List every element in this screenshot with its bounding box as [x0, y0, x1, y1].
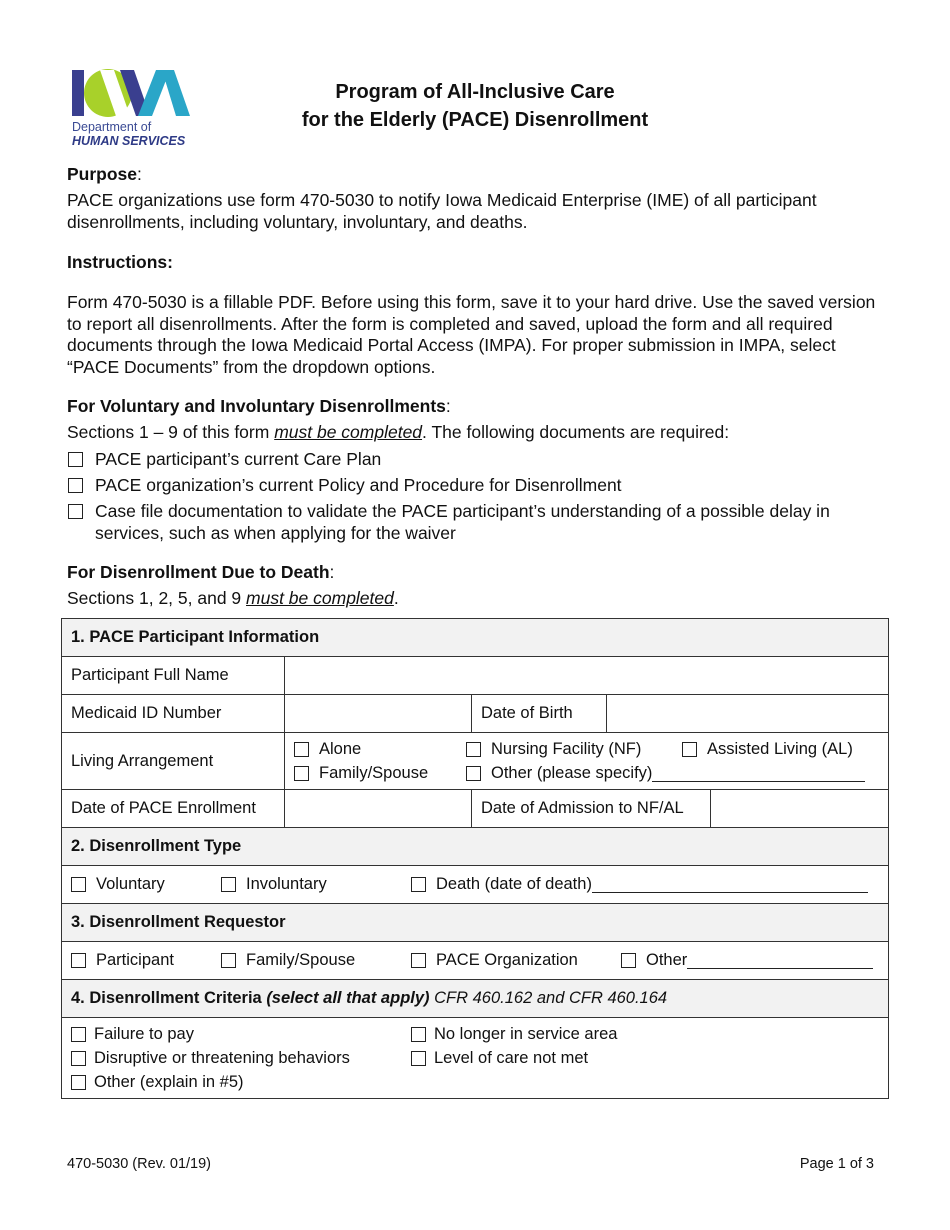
enrollment-date-label: Date of PACE Enrollment [62, 790, 285, 828]
option-other[interactable]: Other (please specify) [466, 764, 865, 783]
option-voluntary[interactable]: Voluntary [71, 875, 221, 894]
living-arrangement-label: Living Arrangement [62, 733, 285, 790]
option-participant[interactable]: Participant [71, 951, 221, 970]
page-number: Page 1 of 3 [799, 1156, 874, 1172]
checkbox[interactable] [71, 1075, 86, 1090]
death-intro: Sections 1, 2, 5, and 9 must be completed. [67, 588, 399, 608]
logo-department-text: Department of [72, 120, 152, 134]
checkbox[interactable] [71, 1027, 86, 1042]
checkbox[interactable] [71, 877, 86, 892]
checkbox[interactable] [71, 1051, 86, 1066]
instructions-heading: Instructions: [67, 252, 173, 272]
checkbox[interactable] [68, 452, 83, 467]
checkbox[interactable] [294, 742, 309, 757]
checkbox[interactable] [68, 504, 83, 519]
enrollment-date-field[interactable] [285, 790, 472, 828]
option-family-spouse-requestor[interactable]: Family/Spouse [221, 951, 411, 970]
medicaid-id-label: Medicaid ID Number [62, 695, 285, 733]
instructions-text: Form 470-5030 is a fillable PDF. Before using this form, save it to your hard drive. Use the saved version to report all disenrollments. After the form is completed and saved, upload the form and all required documents through the Iowa Medicaid Portal Access (IMPA). For proper submission in IMPA, select “PACE Documents” from the dropdown options. [67, 292, 876, 377]
dob-label: Date of Birth [472, 695, 607, 733]
admission-date-label: Date of Admission to NF/AL [472, 790, 711, 828]
form-id: 470-5030 (Rev. 01/19) [67, 1156, 212, 1172]
iowa-dhs-logo [70, 68, 194, 150]
admission-date-field[interactable] [711, 790, 889, 828]
voluntary-heading: For Voluntary and Involuntary Disenrollments: [67, 396, 451, 416]
checkbox[interactable] [682, 742, 697, 757]
section-3-header: 3. Disenrollment Requestor [62, 904, 889, 942]
required-doc-policy[interactable]: PACE organization’s current Policy and Procedure for Disenrollment [68, 475, 888, 497]
checkbox[interactable] [411, 877, 426, 892]
voluntary-intro: Sections 1 – 9 of this form must be completed. The following documents are required: [67, 422, 730, 442]
requestor-options [62, 942, 889, 980]
option-family-spouse[interactable]: Family/Spouse [294, 764, 466, 783]
dob-field[interactable] [607, 695, 889, 733]
checkbox[interactable] [68, 478, 83, 493]
checkbox[interactable] [294, 766, 309, 781]
checkbox[interactable] [71, 953, 86, 968]
checkbox[interactable] [411, 1027, 426, 1042]
option-pace-organization[interactable]: PACE Organization [411, 951, 621, 970]
purpose-text: PACE organizations use form 470-5030 to notify Iowa Medicaid Enterprise (IME) of all participant disenrollments, including voluntary, involuntary, and deaths. [67, 190, 817, 232]
full-name-label: Participant Full Name [62, 657, 285, 695]
disenrollment-form-table [61, 618, 889, 1099]
living-arrangement-options [285, 733, 889, 790]
option-level-of-care-not-met[interactable]: Level of care not met [411, 1049, 588, 1068]
checkbox[interactable] [411, 953, 426, 968]
section-1-header: 1. PACE Participant Information [62, 619, 889, 657]
option-involuntary[interactable]: Involuntary [221, 875, 411, 894]
iowa-logo-icon [70, 68, 194, 120]
option-failure-to-pay[interactable]: Failure to pay [71, 1025, 411, 1044]
death-heading: For Disenrollment Due to Death: [67, 562, 335, 582]
disenrollment-type-options [62, 866, 889, 904]
option-other-requestor[interactable]: Other [621, 951, 873, 970]
option-disruptive-behaviors[interactable]: Disruptive or threatening behaviors [71, 1049, 411, 1068]
checkbox[interactable] [466, 742, 481, 757]
option-alone[interactable]: Alone [294, 740, 466, 759]
other-requestor-field[interactable] [687, 952, 873, 969]
logo-agency-text: HUMAN SERVICES [72, 134, 186, 148]
option-assisted-living[interactable]: Assisted Living (AL) [682, 740, 853, 759]
other-specify-field[interactable] [652, 765, 865, 782]
section-2-header: 2. Disenrollment Type [62, 828, 889, 866]
criteria-options [62, 1018, 889, 1099]
required-doc-care-plan[interactable]: PACE participant’s current Care Plan [68, 449, 888, 471]
checkbox[interactable] [621, 953, 636, 968]
purpose-heading: Purpose: [67, 164, 142, 184]
checkbox[interactable] [221, 877, 236, 892]
required-doc-case-file[interactable]: Case file documentation to validate the PACE participant’s understanding of a possible delay in services, such as when applying for the waiver [68, 501, 883, 544]
checkbox[interactable] [221, 953, 236, 968]
date-of-death-field[interactable] [592, 876, 868, 893]
checkbox[interactable] [411, 1051, 426, 1066]
option-nursing-facility[interactable]: Nursing Facility (NF) [466, 740, 682, 759]
checkbox[interactable] [466, 766, 481, 781]
title-line-1: Program of All-Inclusive Care [335, 81, 615, 103]
option-death[interactable]: Death (date of death) [411, 875, 868, 894]
page-title [230, 78, 720, 134]
option-other-criteria[interactable]: Other (explain in #5) [71, 1073, 244, 1092]
title-line-2: for the Elderly (PACE) Disenrollment [301, 109, 649, 131]
section-4-header: 4. Disenrollment Criteria (select all that apply) CFR 460.162 and CFR 460.164 [62, 980, 889, 1018]
medicaid-id-field[interactable] [285, 695, 472, 733]
option-no-longer-in-service-area[interactable]: No longer in service area [411, 1025, 617, 1044]
full-name-field[interactable] [285, 657, 889, 695]
